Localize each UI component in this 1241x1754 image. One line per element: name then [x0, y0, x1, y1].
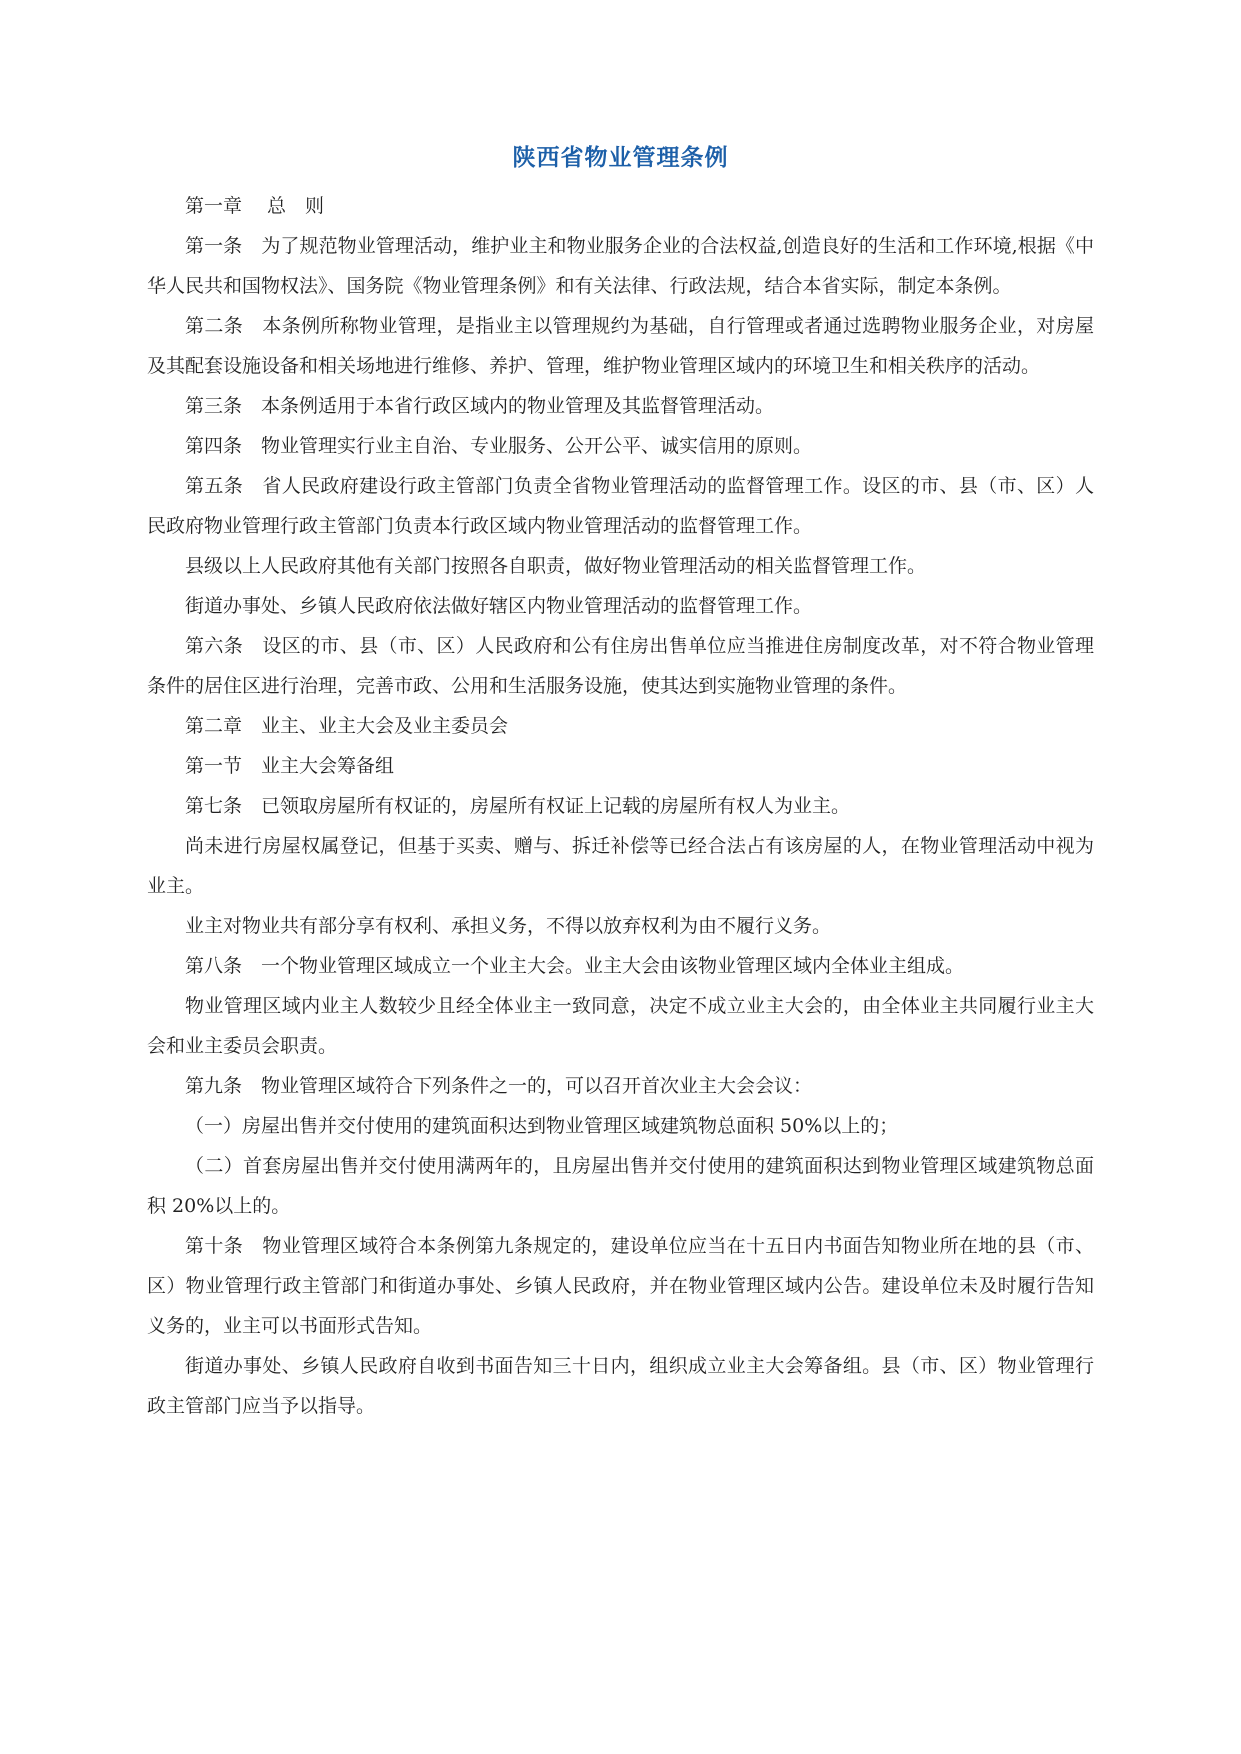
article-5-paragraph-2: 县级以上人民政府其他有关部门按照各自职责，做好物业管理活动的相关监督管理工作。	[185, 555, 927, 577]
chapter-heading-2: 第二章 业主、业主大会及业主委员会	[185, 715, 509, 737]
chapter-heading-1: 第一章 总 则	[185, 195, 325, 217]
article-8-paragraph-2: 物业管理区域内业主人数较少且经全体业主一致同意，决定不成立业主大会的，由全体业主共同履行业主大会和业主委员会职责。	[147, 995, 1094, 1057]
article-6: 第六条 设区的市、县（市、区）人民政府和公有住房出售单位应当推进住房制度改革，对不符合物业管理条件的居住区进行治理，完善市政、公用和生活服务设施，使其达到实施物业管理的条件。	[147, 635, 1094, 697]
section-heading-1: 第一节 业主大会筹备组	[185, 755, 395, 777]
article-7-paragraph-2: 尚未进行房屋权属登记，但基于买卖、赠与、拆迁补偿等已经合法占有该房屋的人，在物业管理活动中视为业主。	[147, 835, 1094, 897]
article-9-item-2: （二）首套房屋出售并交付使用满两年的，且房屋出售并交付使用的建筑面积达到物业管理区域建筑物总面积 20%以上的。	[147, 1155, 1094, 1217]
article-5: 第五条 省人民政府建设行政主管部门负责全省物业管理活动的监督管理工作。设区的市、县（市、区）人民政府物业管理行政主管部门负责本行政区域内物业管理活动的监督管理工作。	[147, 475, 1094, 537]
article-2: 第二条 本条例所称物业管理，是指业主以管理规约为基础，自行管理或者通过选聘物业服务企业，对房屋及其配套设施设备和相关场地进行维修、养护、管理，维护物业管理区域内的环境卫生和相关秩序的活动。	[147, 315, 1094, 377]
article-7-paragraph-3: 业主对物业共有部分享有权利、承担义务，不得以放弃权利为由不履行义务。	[185, 915, 832, 937]
article-5-paragraph-3: 街道办事处、乡镇人民政府依法做好辖区内物业管理活动的监督管理工作。	[185, 595, 813, 617]
article-10-paragraph-2: 街道办事处、乡镇人民政府自收到书面告知三十日内，组织成立业主大会筹备组。县（市、区）物业管理行政主管部门应当予以指导。	[147, 1355, 1094, 1417]
article-1: 第一条 为了规范物业管理活动，维护业主和物业服务企业的合法权益,创造良好的生活和工作环境,根据《中华人民共和国物权法》、国务院《物业管理条例》和有关法律、行政法规，结合本省实际，制定本条例。	[147, 235, 1094, 297]
article-9-item-1: （一）房屋出售并交付使用的建筑面积达到物业管理区域建筑物总面积 50%以上的；	[185, 1115, 899, 1137]
article-7: 第七条 已领取房屋所有权证的，房屋所有权证上记载的房屋所有权人为业主。	[185, 795, 851, 817]
article-10: 第十条 物业管理区域符合本条例第九条规定的，建设单位应当在十五日内书面告知物业所在地的县（市、区）物业管理行政主管部门和街道办事处、乡镇人民政府，并在物业管理区域内公告。建设单位未及时履行告知义务的，业主可以书面形式告知。	[147, 1235, 1094, 1337]
article-8: 第八条 一个物业管理区域成立一个业主大会。业主大会由该物业管理区域内全体业主组成。	[185, 955, 965, 977]
article-3: 第三条 本条例适用于本省行政区域内的物业管理及其监督管理活动。	[185, 395, 775, 417]
article-4: 第四条 物业管理实行业主自治、专业服务、公开公平、诚实信用的原则。	[185, 435, 813, 457]
article-9: 第九条 物业管理区域符合下列条件之一的，可以召开首次业主大会会议：	[185, 1075, 813, 1097]
document-title: 陕西省物业管理条例	[512, 144, 729, 171]
